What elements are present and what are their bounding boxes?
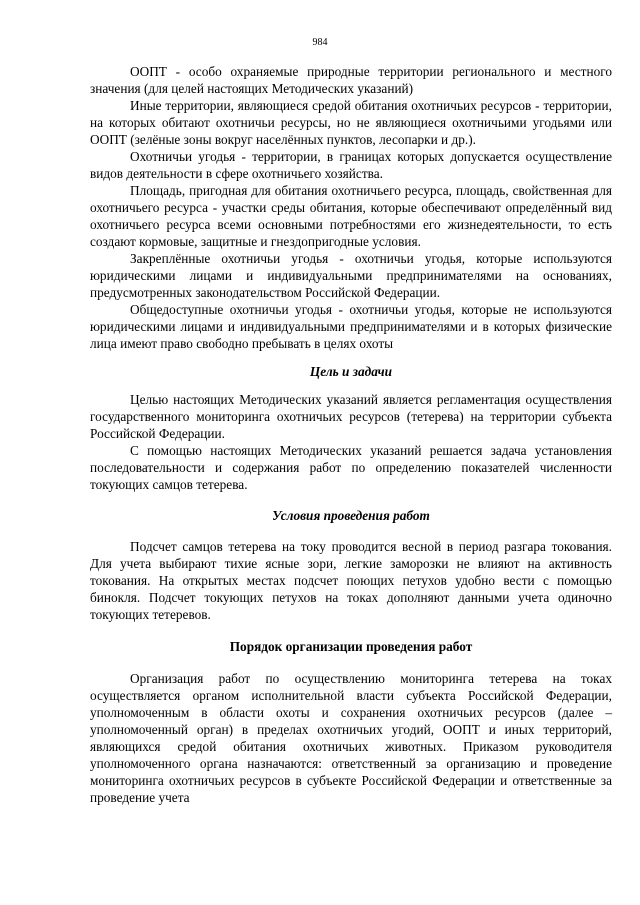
paragraph-order: Организация работ по осуществлению мониторинга тетерева на токах осуществляется органом исполнительной власти субъекта Российской Федерации, уполномоченным в области охоты и сохранения охотничьих ресурсов (далее – уполномоченный орган) в пределах охотничьих угодий, ООПТ и иных территорий, являющихся средой обитания охотничьих животных. Приказом руководителя уполномоченного органа назначаются: ответственный за организацию и проведение мониторинга охотничьих ресурсов в субъекте Российской Федерации и ответственные за проведение учета [90,671,612,805]
section-heading-conditions: Условия проведения работ [272,508,430,523]
paragraph-task: С помощью настоящих Методических указаний решается задача установления последовательности и содержания работ по определению показателей численности токующих самцов тетерева. [90,443,612,492]
paragraph-conditions: Подсчет самцов тетерева на току проводится весной в период разгара токования. Для учета выбирают тихие ясные зори, легкие заморозки не влияют на активность токования. На открытых местах подсчет поющих петухов удобно вести с помощью бинокля. Подсчет токующих петухов на токах дополняют данными учета одиночно токующих тетеревов. [90,539,612,622]
paragraph-assigned-grounds: Закреплённые охотничьи угодья - охотничьи угодья, которые используются юридическими лицами и индивидуальными предпринимателями на основаниях, предусмотренных законодательством Российской Федерации. [90,251,612,300]
paragraph-public-grounds: Общедоступные охотничьи угодья - охотничьи угодья, которые не используются юридическими лицами и индивидуальными предпринимателями и в которых физические лица имеют право свободно пребывать в целях охоты [90,302,612,351]
section-heading-goal: Цель и задачи [309,364,393,379]
section-heading-order: Порядок организации проведения работ [229,639,473,654]
paragraph-other-territories: Иные территории, являющиеся средой обитания охотничьих ресурсов - территории, на которых обитают охотничьи ресурсы, но не являющиеся охотничьими угодьями или ООПТ (зелёные зоны вокруг населённых пунктов, лесопарки и др.). [90,98,612,147]
paragraph-oopt: ООПТ - особо охраняемые природные территории регионального и местного значения (для целей настоящих Методических указаний) [90,64,612,96]
page-number: 984 [312,37,328,48]
paragraph-goal: Целью настоящих Методических указаний является регламентация осуществления государственного мониторинга охотничьих ресурсов (тетерева) на территории субъекта Российской Федерации. [90,392,612,441]
document-body [90,63,612,806]
paragraph-habitat-area: Площадь, пригодная для обитания охотничьего ресурса, площадь, свойственная для охотничьего ресурса - участки среды обитания, которые обеспечивают определённый вид охотничьего ресурса всеми основными потребностями его жизнедеятельности, то есть создают кормовые, защитные и гнездопригодные условия. [90,183,612,249]
paragraph-hunting-grounds: Охотничьи угодья - территории, в границах которых допускается осуществление видов деятельности в сфере охотничьего хозяйства. [90,149,612,181]
